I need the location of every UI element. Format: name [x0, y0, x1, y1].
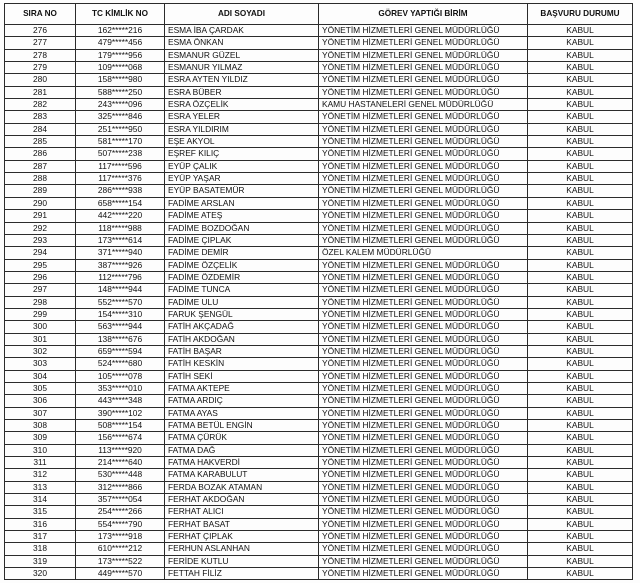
cell-adi-soyadi: ESMANUR GÜZEL [165, 50, 319, 62]
cell-tc-kimlik-no: 243*****096 [76, 99, 165, 111]
cell-adi-soyadi: FERHAT ÇIPLAK [165, 531, 319, 543]
cell-sira-no: 297 [5, 284, 76, 296]
cell-tc-kimlik-no: 659*****594 [76, 346, 165, 358]
cell-gorev-birim: YÖNETİM HİZMETLERİ GENEL MÜDÜRLÜĞÜ [319, 210, 528, 222]
cell-basvuru-durumu: KABUL [528, 284, 633, 296]
cell-gorev-birim: YÖNETİM HİZMETLERİ GENEL MÜDÜRLÜĞÜ [319, 543, 528, 555]
cell-adi-soyadi: ESRA BÜBER [165, 87, 319, 99]
cell-basvuru-durumu: KABUL [528, 358, 633, 370]
cell-basvuru-durumu: KABUL [528, 25, 633, 37]
cell-gorev-birim: YÖNETİM HİZMETLERİ GENEL MÜDÜRLÜĞÜ [319, 272, 528, 284]
cell-gorev-birim: YÖNETİM HİZMETLERİ GENEL MÜDÜRLÜĞÜ [319, 87, 528, 99]
cell-tc-kimlik-no: 148*****944 [76, 284, 165, 296]
cell-gorev-birim: YÖNETİM HİZMETLERİ GENEL MÜDÜRLÜĞÜ [319, 50, 528, 62]
cell-gorev-birim: YÖNETİM HİZMETLERİ GENEL MÜDÜRLÜĞÜ [319, 346, 528, 358]
cell-gorev-birim: YÖNETİM HİZMETLERİ GENEL MÜDÜRLÜĞÜ [319, 334, 528, 346]
cell-gorev-birim: YÖNETİM HİZMETLERİ GENEL MÜDÜRLÜĞÜ [319, 62, 528, 74]
cell-basvuru-durumu: KABUL [528, 247, 633, 259]
cell-tc-kimlik-no: 118*****988 [76, 223, 165, 235]
cell-sira-no: 280 [5, 74, 76, 86]
cell-tc-kimlik-no: 610*****212 [76, 543, 165, 555]
cell-gorev-birim: YÖNETİM HİZMETLERİ GENEL MÜDÜRLÜĞÜ [319, 173, 528, 185]
cell-gorev-birim: YÖNETİM HİZMETLERİ GENEL MÜDÜRLÜĞÜ [319, 358, 528, 370]
cell-tc-kimlik-no: 109*****068 [76, 62, 165, 74]
cell-basvuru-durumu: KABUL [528, 136, 633, 148]
cell-tc-kimlik-no: 214*****640 [76, 457, 165, 469]
cell-gorev-birim: YÖNETİM HİZMETLERİ GENEL MÜDÜRLÜĞÜ [319, 37, 528, 49]
cell-basvuru-durumu: KABUL [528, 543, 633, 555]
cell-gorev-birim: YÖNETİM HİZMETLERİ GENEL MÜDÜRLÜĞÜ [319, 457, 528, 469]
cell-adi-soyadi: FATİH KESKİN [165, 358, 319, 370]
cell-sira-no: 278 [5, 50, 76, 62]
cell-tc-kimlik-no: 508*****154 [76, 420, 165, 432]
cell-sira-no: 294 [5, 247, 76, 259]
cell-sira-no: 312 [5, 469, 76, 481]
cell-tc-kimlik-no: 563*****944 [76, 321, 165, 333]
cell-basvuru-durumu: KABUL [528, 556, 633, 568]
cell-basvuru-durumu: KABUL [528, 432, 633, 444]
cell-adi-soyadi: ESRA YELER [165, 111, 319, 123]
cell-gorev-birim: YÖNETİM HİZMETLERİ GENEL MÜDÜRLÜĞÜ [319, 494, 528, 506]
cell-gorev-birim: YÖNETİM HİZMETLERİ GENEL MÜDÜRLÜĞÜ [319, 235, 528, 247]
cell-adi-soyadi: FADİME BOZDOĞAN [165, 223, 319, 235]
cell-basvuru-durumu: KABUL [528, 445, 633, 457]
cell-gorev-birim: YÖNETİM HİZMETLERİ GENEL MÜDÜRLÜĞÜ [319, 371, 528, 383]
cell-sira-no: 320 [5, 568, 76, 580]
cell-gorev-birim: YÖNETİM HİZMETLERİ GENEL MÜDÜRLÜĞÜ [319, 161, 528, 173]
cell-adi-soyadi: FERHAT ALICI [165, 506, 319, 518]
cell-gorev-birim: YÖNETİM HİZMETLERİ GENEL MÜDÜRLÜĞÜ [319, 148, 528, 160]
cell-adi-soyadi: FATİH AKDOĞAN [165, 334, 319, 346]
cell-tc-kimlik-no: 443*****348 [76, 395, 165, 407]
cell-adi-soyadi: ESRA AYTEN YILDIZ [165, 74, 319, 86]
cell-sira-no: 318 [5, 543, 76, 555]
cell-basvuru-durumu: KABUL [528, 161, 633, 173]
cell-gorev-birim: YÖNETİM HİZMETLERİ GENEL MÜDÜRLÜĞÜ [319, 309, 528, 321]
cell-adi-soyadi: FATMA BETÜL ENGİN [165, 420, 319, 432]
cell-tc-kimlik-no: 479*****456 [76, 37, 165, 49]
cell-sira-no: 314 [5, 494, 76, 506]
cell-adi-soyadi: FARUK ŞENGÜL [165, 309, 319, 321]
cell-sira-no: 281 [5, 87, 76, 99]
cell-tc-kimlik-no: 387*****926 [76, 260, 165, 272]
cell-basvuru-durumu: KABUL [528, 62, 633, 74]
cell-tc-kimlik-no: 173*****522 [76, 556, 165, 568]
cell-basvuru-durumu: KABUL [528, 223, 633, 235]
cell-adi-soyadi: ESRA YILDIRIM [165, 124, 319, 136]
cell-tc-kimlik-no: 173*****614 [76, 235, 165, 247]
cell-basvuru-durumu: KABUL [528, 346, 633, 358]
cell-tc-kimlik-no: 179*****956 [76, 50, 165, 62]
cell-gorev-birim: YÖNETİM HİZMETLERİ GENEL MÜDÜRLÜĞÜ [319, 432, 528, 444]
cell-gorev-birim: YÖNETİM HİZMETLERİ GENEL MÜDÜRLÜĞÜ [319, 531, 528, 543]
cell-gorev-birim: YÖNETİM HİZMETLERİ GENEL MÜDÜRLÜĞÜ [319, 284, 528, 296]
cell-gorev-birim: YÖNETİM HİZMETLERİ GENEL MÜDÜRLÜĞÜ [319, 519, 528, 531]
cell-sira-no: 298 [5, 297, 76, 309]
cell-tc-kimlik-no: 507*****238 [76, 148, 165, 160]
cell-basvuru-durumu: KABUL [528, 260, 633, 272]
cell-basvuru-durumu: KABUL [528, 50, 633, 62]
cell-adi-soyadi: FADİME ARSLAN [165, 198, 319, 210]
cell-sira-no: 307 [5, 408, 76, 420]
cell-sira-no: 308 [5, 420, 76, 432]
cell-sira-no: 309 [5, 432, 76, 444]
cell-basvuru-durumu: KABUL [528, 531, 633, 543]
cell-adi-soyadi: FERHAT BASAT [165, 519, 319, 531]
cell-sira-no: 302 [5, 346, 76, 358]
cell-adi-soyadi: FATİH AKÇADAĞ [165, 321, 319, 333]
cell-tc-kimlik-no: 173*****918 [76, 531, 165, 543]
cell-basvuru-durumu: KABUL [528, 235, 633, 247]
cell-tc-kimlik-no: 554*****790 [76, 519, 165, 531]
cell-sira-no: 287 [5, 161, 76, 173]
cell-sira-no: 295 [5, 260, 76, 272]
cell-sira-no: 276 [5, 25, 76, 37]
cell-tc-kimlik-no: 357*****054 [76, 494, 165, 506]
cell-tc-kimlik-no: 117*****596 [76, 161, 165, 173]
cell-adi-soyadi: FATMA AKTEPE [165, 383, 319, 395]
cell-gorev-birim: YÖNETİM HİZMETLERİ GENEL MÜDÜRLÜĞÜ [319, 556, 528, 568]
cell-basvuru-durumu: KABUL [528, 395, 633, 407]
cell-sira-no: 289 [5, 185, 76, 197]
cell-tc-kimlik-no: 442*****220 [76, 210, 165, 222]
header-tc-kimlik-no: TC KİMLİK NO [76, 4, 165, 25]
cell-tc-kimlik-no: 658*****154 [76, 198, 165, 210]
cell-tc-kimlik-no: 162*****216 [76, 25, 165, 37]
cell-tc-kimlik-no: 371*****940 [76, 247, 165, 259]
cell-basvuru-durumu: KABUL [528, 272, 633, 284]
cell-sira-no: 282 [5, 99, 76, 111]
header-sira-no: SIRA NO [5, 4, 76, 25]
cell-tc-kimlik-no: 449*****570 [76, 568, 165, 580]
cell-basvuru-durumu: KABUL [528, 383, 633, 395]
cell-basvuru-durumu: KABUL [528, 408, 633, 420]
cell-sira-no: 311 [5, 457, 76, 469]
cell-adi-soyadi: FERİDE KUTLU [165, 556, 319, 568]
cell-gorev-birim: YÖNETİM HİZMETLERİ GENEL MÜDÜRLÜĞÜ [319, 482, 528, 494]
cell-gorev-birim: YÖNETİM HİZMETLERİ GENEL MÜDÜRLÜĞÜ [319, 111, 528, 123]
cell-gorev-birim: YÖNETİM HİZMETLERİ GENEL MÜDÜRLÜĞÜ [319, 469, 528, 481]
cell-adi-soyadi: EŞE AKYOL [165, 136, 319, 148]
cell-tc-kimlik-no: 158*****980 [76, 74, 165, 86]
cell-sira-no: 300 [5, 321, 76, 333]
cell-gorev-birim: YÖNETİM HİZMETLERİ GENEL MÜDÜRLÜĞÜ [319, 321, 528, 333]
cell-adi-soyadi: ESRA ÖZÇELİK [165, 99, 319, 111]
cell-tc-kimlik-no: 353*****010 [76, 383, 165, 395]
cell-adi-soyadi: FETTAH FİLİZ [165, 568, 319, 580]
cell-tc-kimlik-no: 530*****448 [76, 469, 165, 481]
cell-basvuru-durumu: KABUL [528, 420, 633, 432]
cell-sira-no: 292 [5, 223, 76, 235]
cell-basvuru-durumu: KABUL [528, 506, 633, 518]
cell-basvuru-durumu: KABUL [528, 210, 633, 222]
cell-basvuru-durumu: KABUL [528, 87, 633, 99]
cell-adi-soyadi: FATMA ARDIÇ [165, 395, 319, 407]
cell-sira-no: 313 [5, 482, 76, 494]
cell-sira-no: 317 [5, 531, 76, 543]
cell-adi-soyadi: FATİH BAŞAR [165, 346, 319, 358]
cell-tc-kimlik-no: 524*****680 [76, 358, 165, 370]
cell-sira-no: 283 [5, 111, 76, 123]
cell-sira-no: 293 [5, 235, 76, 247]
cell-gorev-birim: YÖNETİM HİZMETLERİ GENEL MÜDÜRLÜĞÜ [319, 568, 528, 580]
cell-basvuru-durumu: KABUL [528, 37, 633, 49]
cell-tc-kimlik-no: 588*****250 [76, 87, 165, 99]
cell-gorev-birim: YÖNETİM HİZMETLERİ GENEL MÜDÜRLÜĞÜ [319, 506, 528, 518]
cell-adi-soyadi: FADİME DEMİR [165, 247, 319, 259]
cell-sira-no: 296 [5, 272, 76, 284]
cell-gorev-birim: YÖNETİM HİZMETLERİ GENEL MÜDÜRLÜĞÜ [319, 420, 528, 432]
cell-basvuru-durumu: KABUL [528, 124, 633, 136]
cell-sira-no: 284 [5, 124, 76, 136]
cell-sira-no: 279 [5, 62, 76, 74]
cell-tc-kimlik-no: 325*****846 [76, 111, 165, 123]
cell-basvuru-durumu: KABUL [528, 185, 633, 197]
cell-basvuru-durumu: KABUL [528, 99, 633, 111]
cell-adi-soyadi: FATMA KARABULUT [165, 469, 319, 481]
cell-basvuru-durumu: KABUL [528, 74, 633, 86]
cell-tc-kimlik-no: 390*****102 [76, 408, 165, 420]
cell-adi-soyadi: EYÜP YAŞAR [165, 173, 319, 185]
cell-adi-soyadi: EŞREF KILIÇ [165, 148, 319, 160]
cell-sira-no: 290 [5, 198, 76, 210]
cell-tc-kimlik-no: 581*****170 [76, 136, 165, 148]
cell-sira-no: 299 [5, 309, 76, 321]
cell-tc-kimlik-no: 112*****796 [76, 272, 165, 284]
cell-tc-kimlik-no: 113*****920 [76, 445, 165, 457]
cell-basvuru-durumu: KABUL [528, 321, 633, 333]
cell-basvuru-durumu: KABUL [528, 297, 633, 309]
cell-adi-soyadi: FATMA HAKVERDİ [165, 457, 319, 469]
cell-tc-kimlik-no: 312*****866 [76, 482, 165, 494]
cell-sira-no: 316 [5, 519, 76, 531]
cell-sira-no: 310 [5, 445, 76, 457]
cell-sira-no: 315 [5, 506, 76, 518]
cell-adi-soyadi: ESMANUR YILMAZ [165, 62, 319, 74]
cell-adi-soyadi: FERDA BOZAK ATAMAN [165, 482, 319, 494]
header-gorev-birim: GÖREV YAPTIĞI BİRİM [319, 4, 528, 25]
cell-sira-no: 285 [5, 136, 76, 148]
cell-adi-soyadi: ESMA İBA ÇARDAK [165, 25, 319, 37]
cell-adi-soyadi: FERHAT AKDOĞAN [165, 494, 319, 506]
cell-adi-soyadi: FADİME ATEŞ [165, 210, 319, 222]
cell-sira-no: 286 [5, 148, 76, 160]
cell-adi-soyadi: EYÜP ÇALIK [165, 161, 319, 173]
header-adi-soyadi: ADI SOYADI [165, 4, 319, 25]
cell-tc-kimlik-no: 156*****674 [76, 432, 165, 444]
cell-basvuru-durumu: KABUL [528, 568, 633, 580]
cell-gorev-birim: YÖNETİM HİZMETLERİ GENEL MÜDÜRLÜĞÜ [319, 260, 528, 272]
cell-adi-soyadi: EYÜP BASATEMÜR [165, 185, 319, 197]
cell-adi-soyadi: ESMA ÖNKAN [165, 37, 319, 49]
cell-basvuru-durumu: KABUL [528, 309, 633, 321]
cell-tc-kimlik-no: 286*****938 [76, 185, 165, 197]
cell-tc-kimlik-no: 154*****310 [76, 309, 165, 321]
cell-sira-no: 301 [5, 334, 76, 346]
cell-tc-kimlik-no: 117*****376 [76, 173, 165, 185]
cell-sira-no: 303 [5, 358, 76, 370]
cell-sira-no: 306 [5, 395, 76, 407]
applicants-table [4, 3, 633, 580]
cell-tc-kimlik-no: 138*****676 [76, 334, 165, 346]
cell-sira-no: 288 [5, 173, 76, 185]
cell-basvuru-durumu: KABUL [528, 494, 633, 506]
cell-adi-soyadi: FATMA ÇÜRÜK [165, 432, 319, 444]
cell-gorev-birim: YÖNETİM HİZMETLERİ GENEL MÜDÜRLÜĞÜ [319, 223, 528, 235]
cell-basvuru-durumu: KABUL [528, 111, 633, 123]
cell-adi-soyadi: FATMA AYAS [165, 408, 319, 420]
cell-adi-soyadi: FADİME TUNCA [165, 284, 319, 296]
cell-basvuru-durumu: KABUL [528, 469, 633, 481]
cell-gorev-birim: YÖNETİM HİZMETLERİ GENEL MÜDÜRLÜĞÜ [319, 445, 528, 457]
cell-basvuru-durumu: KABUL [528, 519, 633, 531]
cell-sira-no: 277 [5, 37, 76, 49]
cell-adi-soyadi: FADİME ÖZDEMİR [165, 272, 319, 284]
cell-gorev-birim: YÖNETİM HİZMETLERİ GENEL MÜDÜRLÜĞÜ [319, 25, 528, 37]
cell-basvuru-durumu: KABUL [528, 173, 633, 185]
cell-basvuru-durumu: KABUL [528, 148, 633, 160]
cell-tc-kimlik-no: 251*****950 [76, 124, 165, 136]
cell-adi-soyadi: FADİME ULU [165, 297, 319, 309]
cell-basvuru-durumu: KABUL [528, 482, 633, 494]
cell-gorev-birim: KAMU HASTANELERİ GENEL MÜDÜRLÜĞÜ [319, 99, 528, 111]
cell-sira-no: 319 [5, 556, 76, 568]
cell-adi-soyadi: FADİME ÇIPLAK [165, 235, 319, 247]
cell-basvuru-durumu: KABUL [528, 334, 633, 346]
header-basvuru-durumu: BAŞVURU DURUMU [528, 4, 633, 25]
cell-gorev-birim: YÖNETİM HİZMETLERİ GENEL MÜDÜRLÜĞÜ [319, 395, 528, 407]
cell-gorev-birim: YÖNETİM HİZMETLERİ GENEL MÜDÜRLÜĞÜ [319, 74, 528, 86]
cell-gorev-birim: YÖNETİM HİZMETLERİ GENEL MÜDÜRLÜĞÜ [319, 198, 528, 210]
cell-gorev-birim: YÖNETİM HİZMETLERİ GENEL MÜDÜRLÜĞÜ [319, 408, 528, 420]
cell-adi-soyadi: FADİME ÖZÇELİK [165, 260, 319, 272]
cell-tc-kimlik-no: 552*****570 [76, 297, 165, 309]
cell-gorev-birim: YÖNETİM HİZMETLERİ GENEL MÜDÜRLÜĞÜ [319, 297, 528, 309]
cell-basvuru-durumu: KABUL [528, 198, 633, 210]
cell-tc-kimlik-no: 254*****266 [76, 506, 165, 518]
cell-gorev-birim: YÖNETİM HİZMETLERİ GENEL MÜDÜRLÜĞÜ [319, 136, 528, 148]
cell-sira-no: 304 [5, 371, 76, 383]
cell-sira-no: 305 [5, 383, 76, 395]
cell-gorev-birim: ÖZEL KALEM MÜDÜRLÜĞÜ [319, 247, 528, 259]
cell-basvuru-durumu: KABUL [528, 371, 633, 383]
cell-gorev-birim: YÖNETİM HİZMETLERİ GENEL MÜDÜRLÜĞÜ [319, 185, 528, 197]
cell-tc-kimlik-no: 105*****078 [76, 371, 165, 383]
cell-adi-soyadi: FATMA DAĞ [165, 445, 319, 457]
cell-gorev-birim: YÖNETİM HİZMETLERİ GENEL MÜDÜRLÜĞÜ [319, 383, 528, 395]
cell-sira-no: 291 [5, 210, 76, 222]
cell-adi-soyadi: FERHUN ASLANHAN [165, 543, 319, 555]
cell-basvuru-durumu: KABUL [528, 457, 633, 469]
cell-adi-soyadi: FATİH SEKİ [165, 371, 319, 383]
cell-gorev-birim: YÖNETİM HİZMETLERİ GENEL MÜDÜRLÜĞÜ [319, 124, 528, 136]
